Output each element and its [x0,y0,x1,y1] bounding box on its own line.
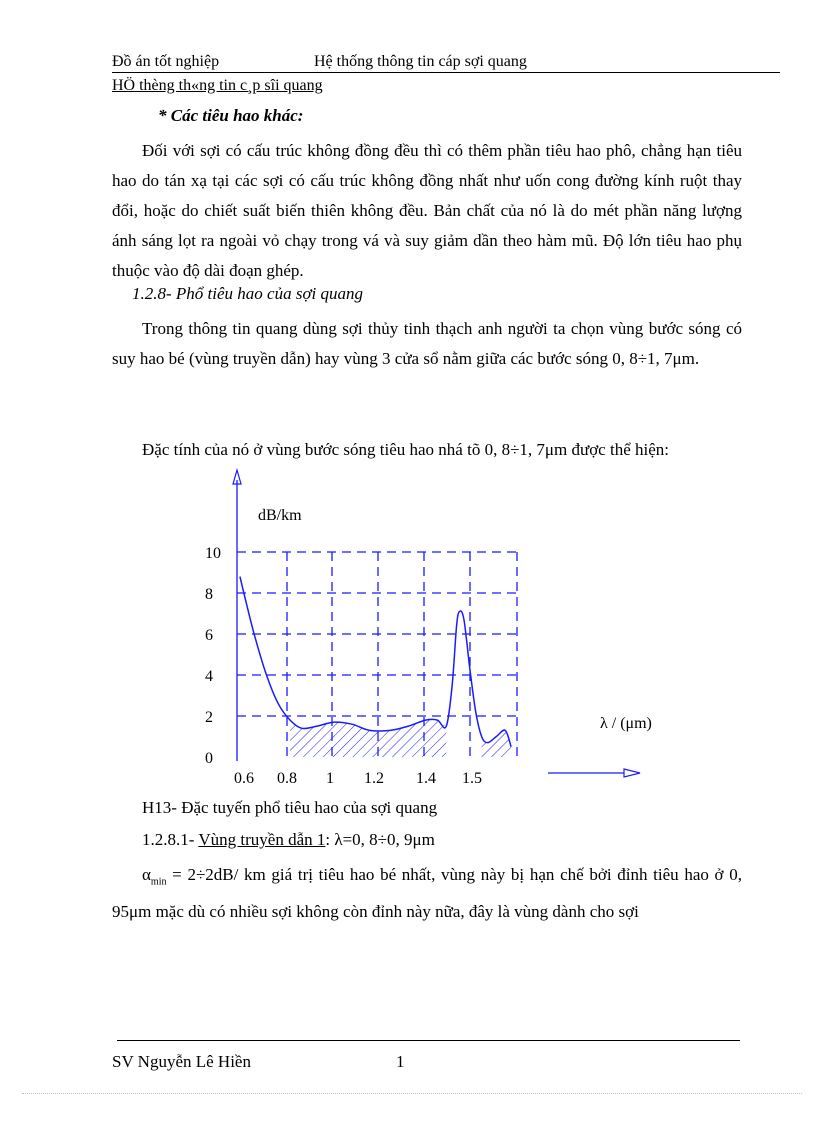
alpha-text: = 2÷2dB/ km giá trị tiêu hao bé nhất, vùng này bị hạn chế bởi đỉnh tiêu hao ở 0, 95μm mặc dù có nhiều sợi không còn đỉnh này nữa, đây là vùng dành cho sợi [112,865,742,922]
section-title-other-losses: * Các tiêu hao khác: [158,106,304,125]
x-axis-arrow [624,769,640,777]
figure-caption: H13- Đặc tuyến phổ tiêu hao của sợi quang [142,798,438,817]
section-heading-1-2-8: 1.2.8- Phổ tiêu hao của sợi quang [132,284,363,303]
y-tick-label: 6 [205,627,213,644]
x-tick-label: 1.4 [416,770,436,787]
x-tick-label: 1 [326,770,334,787]
y-axis-label: dB/km [258,507,302,524]
header-center: Hệ thống thông tin cáp sợi quang [314,53,527,70]
subsection-number: 1.2.8.1- [142,830,199,849]
loss-spectrum-chart [0,466,816,806]
footer-rule [117,1040,740,1041]
paragraph-1-2-8: Trong thông tin quang dùng sợi thủy tinh thạch anh người ta chọn vùng bước sóng có suy hao bé (vùng truyền dẫn) hay vùng 3 cửa sổ nằm giữa các bước sóng 0, 8÷1, 7μm. [112,319,742,368]
x-tick-label: 0.6 [234,770,254,787]
hatched-region-1 [290,719,446,757]
x-tick-label: 1.2 [364,770,384,787]
paragraph-other-losses: Đối với sợi có cấu trúc không đồng đều thì có thêm phần tiêu hao phô, chẳng hạn tiêu hao do tán xạ tại các sợi có cấu trúc không đồng nhất như uốn cong đường kính ruột thay đổi, hoặc do chiết suất biến thiên không đều. Bản chất của nó là do mét phần năng lượng ánh sáng lọt ra ngoài vỏ chạy trong vá và suy giảm dần theo hàm mũ. Độ lớn tiêu hao phụ thuộc vào độ dài đoạn ghép. [112,141,742,280]
alpha-subscript: min [150,876,167,888]
y-tick-label: 4 [205,668,213,685]
header-rule [112,72,780,73]
subsection-1-2-8-1 [142,830,435,850]
y-tick-label: 8 [205,586,213,603]
page-bottom-dotted-rule [22,1093,802,1094]
subsection-rest: : λ=0, 8÷0, 9μm [325,830,435,849]
y-tick-label: 10 [205,545,221,562]
header-left: Đồ án tốt nghiệp [112,53,220,70]
x-tick-label: 0.8 [277,770,297,787]
footer-page-number: 1 [396,1052,405,1071]
footer-author: SV Nguyễn Lê Hiền [112,1052,251,1071]
y-tick-label: 2 [205,709,213,726]
x-tick-label: 1.5 [462,770,482,787]
y-tick-label: 0 [205,750,213,767]
x-axis-label: λ / (μm) [600,715,652,732]
subsection-title: Vùng truyền dẫn 1 [198,830,326,849]
header-garbled: HÖ thèng th«ng tin c¸p sîi quang [112,77,323,94]
alpha-paragraph [112,860,742,927]
alpha-symbol: α [142,865,151,884]
chart-intro-line: Đặc tính của nó ở vùng bước sóng tiêu hao nhá tõ 0, 8÷1, 7μm được thể hiện: [142,440,669,459]
